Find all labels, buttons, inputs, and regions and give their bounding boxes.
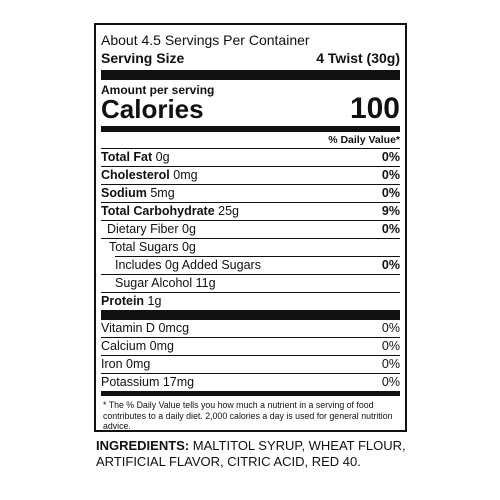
nutrient-row-dietary-fiber xyxy=(101,221,400,239)
vitamin-row-vitamin-d xyxy=(101,320,400,338)
nutrient-amount: 25g xyxy=(218,204,240,218)
serving-size-row xyxy=(101,50,400,67)
nutrient-row-sugar-alcohol xyxy=(101,275,400,292)
ingredients-text: MALTITOL SYRUP, WHEAT FLOUR, ARTIFICIAL FLAVOR, CITRIC ACID, RED 40. xyxy=(96,438,406,469)
nutrient-amount: 0g xyxy=(182,222,196,236)
divider-thick xyxy=(101,70,400,80)
nutrient-name: Sodium xyxy=(101,186,147,200)
nutrient-name: Total Sugars xyxy=(109,240,179,254)
nutrient-row-added-sugars xyxy=(101,257,400,275)
calories-row xyxy=(101,92,400,125)
serving-size-label: Serving Size xyxy=(101,50,185,66)
vitamin-dv: 0% xyxy=(381,375,400,389)
vitamin-amount: 0mcg xyxy=(158,321,190,335)
daily-value-header: % Daily Value* xyxy=(101,133,400,149)
nutrient-dv: 0% xyxy=(381,150,400,164)
daily-value-footnote: * The % Daily Value tells you how much a nutrient in a serving of food contributes to a daily diet. 2,000 calories a day is used for general nutrition advice. xyxy=(103,400,393,431)
nutrition-facts-panel xyxy=(94,23,407,432)
divider-thick xyxy=(101,310,400,320)
divider-medium xyxy=(101,126,400,132)
serving-size-value: 4 Twist (30g) xyxy=(316,50,400,66)
nutrient-dv: 0% xyxy=(381,186,400,200)
vitamin-name: Calcium xyxy=(101,339,147,353)
vitamin-row-potassium xyxy=(101,374,400,391)
vitamin-dv: 0% xyxy=(381,321,400,335)
vitamin-amount: 0mg xyxy=(149,339,174,353)
nutrient-name: Total Fat xyxy=(101,150,153,164)
vitamin-name: Vitamin D xyxy=(101,321,155,335)
vitamin-row-calcium xyxy=(101,338,400,356)
nutrient-amount: 1g xyxy=(147,294,162,308)
ingredients-statement xyxy=(96,438,406,470)
nutrient-amount: 11g xyxy=(195,276,216,290)
nutrient-name: Cholesterol xyxy=(101,168,170,182)
nutrient-name: Sugar Alcohol xyxy=(115,276,193,290)
vitamin-amount: 17mg xyxy=(162,375,195,389)
calories-label: Calories xyxy=(101,94,204,124)
nutrient-amount: 0mg xyxy=(173,168,198,182)
nutrient-amount: 0g xyxy=(155,150,170,164)
nutrient-name: Includes 0g Added Sugars xyxy=(115,258,261,272)
servings-per-container: About 4.5 Servings Per Container xyxy=(101,32,310,48)
divider-medium xyxy=(101,391,400,396)
nutrient-dv: 0% xyxy=(381,168,400,182)
vitamin-amount: 0mg xyxy=(126,357,151,371)
vitamin-dv: 0% xyxy=(381,357,400,371)
nutrient-amount: 5mg xyxy=(150,186,175,200)
nutrient-row-protein xyxy=(101,293,400,310)
ingredients-heading: INGREDIENTS: xyxy=(96,438,190,453)
calories-value: 100 xyxy=(349,92,400,125)
vitamin-name: Potassium xyxy=(101,375,160,389)
nutrient-dv: 0% xyxy=(381,222,400,236)
nutrient-row-total-carbohydrate xyxy=(101,203,400,221)
nutrient-dv: 0% xyxy=(381,258,400,272)
nutrient-row-sodium xyxy=(101,185,400,203)
nutrient-row-total-fat xyxy=(101,149,400,167)
nutrient-name: Total Carbohydrate xyxy=(101,204,215,218)
nutrient-name: Protein xyxy=(101,294,145,308)
vitamin-name: Iron xyxy=(101,357,123,371)
nutrient-row-cholesterol xyxy=(101,167,400,185)
nutrient-name: Dietary Fiber xyxy=(107,222,179,236)
amount-per-serving: Amount per serving xyxy=(101,83,215,97)
nutrient-dv: 9% xyxy=(381,204,400,218)
vitamin-dv: 0% xyxy=(381,339,400,353)
vitamin-row-iron xyxy=(101,356,400,374)
nutrient-row-total-sugars xyxy=(101,239,400,256)
nutrient-amount: 0g xyxy=(181,240,196,254)
